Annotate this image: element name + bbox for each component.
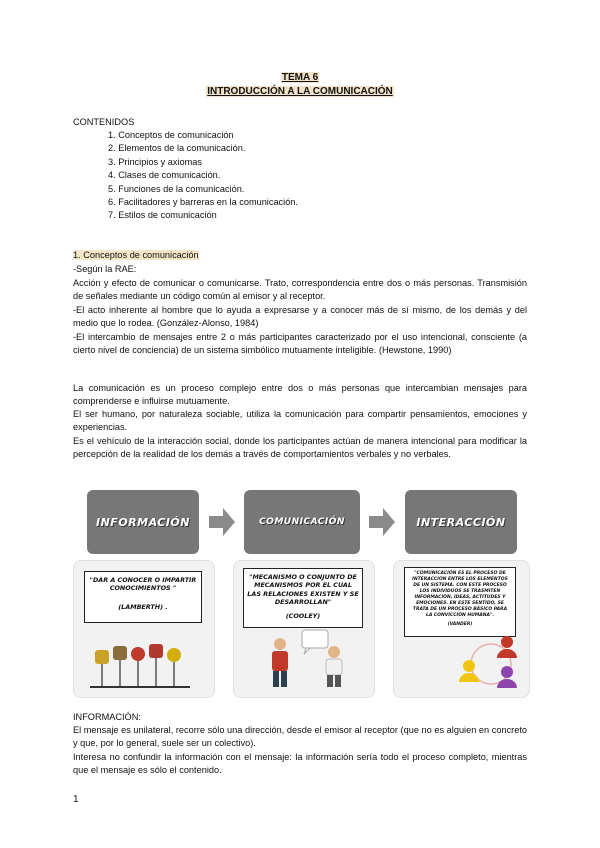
people-network-illustration bbox=[455, 632, 525, 694]
paragraph: El ser humano, por naturaleza sociable, utiliza la comunicación para compartir pensamientos, emociones y experiencias. bbox=[73, 409, 527, 433]
box-comunicacion: COMUNICACIÓN bbox=[244, 490, 360, 554]
quote-lamberth bbox=[84, 571, 202, 623]
people-talking-illustration bbox=[258, 628, 358, 690]
paragraph: -El intercambio de mensajes entre 2 o más participantes caracterizado por el uso intencional, consciente (a cierto nivel de conciencia) de un sistema simbólico mutuamente inteligible. (Hewstone, 1990) bbox=[73, 332, 527, 356]
paragraph: Interesa no confundir la información con el mensaje: la información sería todo el proceso completo, mientras que el mensaje es sólo el contenido. bbox=[73, 752, 527, 776]
box-interaccion: INTERACCIÓN bbox=[405, 490, 517, 554]
list-item: 2. Elementos de la comunicación. bbox=[108, 143, 246, 154]
quote-text: "MECANISMO O CONJUNTO DE MECANISMOS POR EL CUAL LAS RELACIONES EXISTEN Y SE DESARROLLAN" bbox=[247, 573, 359, 607]
quote-author: (VANDER) bbox=[447, 622, 473, 627]
paragraph: -El acto inherente al hombre que lo ayuda a expresarse y a conocer más de sí mismo, de los demás y del medio que lo rodea. (González-Alonso, 1984) bbox=[73, 305, 527, 329]
tema-number: TEMA 6 bbox=[281, 72, 319, 83]
paragraph: Acción y efecto de comunicar o comunicarse. Trato, correspondencia entre dos o más personas. Transmisión de señales mediante un código común al emisor y al receptor. bbox=[73, 278, 527, 302]
list-item: 4. Clases de comunicación. bbox=[108, 170, 221, 181]
quote-author: (LAMBERTH) . bbox=[118, 602, 168, 611]
paragraph: El mensaje es unilateral, recorre sólo una dirección, desde el emisor al receptor (que no es alguien en concreto y que, por lo general, suele ser un colectivo). bbox=[73, 725, 527, 749]
paragraph: Es el vehículo de la interacción social, donde los participantes actúan de manera intencional para modificar la percepción de la realidad de los demás a través de comportamientos verbales y no verbales. bbox=[73, 436, 527, 460]
arrow-right-icon bbox=[369, 508, 395, 536]
list-item: 6. Facilitadores y barreras en la comunicación. bbox=[108, 197, 298, 208]
contents-list bbox=[108, 129, 298, 223]
quote-author: (COOLEY) bbox=[285, 611, 321, 620]
list-item: 1. Conceptos de comunicación bbox=[108, 130, 234, 140]
list-item: 7. Estilos de comunicación bbox=[108, 210, 217, 221]
list-item: 3. Principios y axiomas bbox=[108, 156, 202, 167]
page-title: INTRODUCCIÓN A LA COMUNICACIÓN bbox=[207, 86, 393, 97]
section-heading: 1. Conceptos de comunicación bbox=[73, 250, 199, 260]
quote-text: "COMUNICACIÓN ES EL PROCESO DE INTERACCIÓN ENTRE LOS ELEMENTOS DE UN SISTEMA. CON ESTE PROCESO LOS INDIVIDUOS SE TRASMITEN INFORMACIÓN, IDEAS, ACTITUDES Y EMOCIONES. EN ESTE SENTIDO, SE TRATA DE UN PROCESO BÁSICO PARA LA CONVICCIÓN HUMANA". bbox=[412, 571, 508, 618]
quote-text: "DAR A CONOCER O IMPARTIR CONOCIMIENTOS " bbox=[89, 576, 197, 593]
rae-label: -Según la RAE: bbox=[73, 264, 137, 274]
contenidos-label: CONTENIDOS bbox=[73, 117, 135, 127]
quote-vander bbox=[404, 567, 516, 637]
microphones-illustration bbox=[90, 640, 190, 690]
page-number: 1 bbox=[73, 794, 79, 805]
box-informacion: INFORMACIÓN bbox=[87, 490, 199, 554]
arrow-right-icon bbox=[209, 508, 235, 536]
informacion-label: INFORMACIÓN: bbox=[73, 712, 141, 722]
paragraph: La comunicación es un proceso complejo entre dos o más personas que intercambian mensajes para comprenderse e influirse mutuamente. bbox=[73, 383, 527, 407]
quote-cooley bbox=[243, 568, 363, 628]
list-item: 5. Funciones de la comunicación. bbox=[108, 183, 245, 194]
